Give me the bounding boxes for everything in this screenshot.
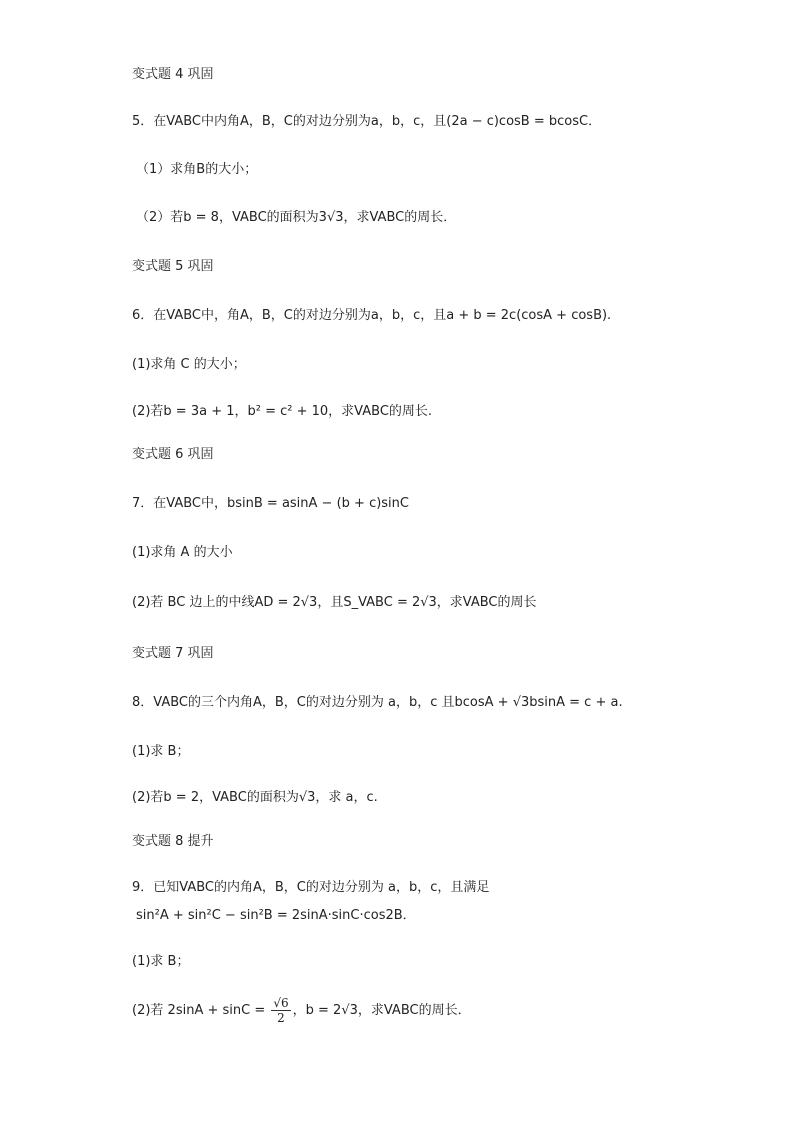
section-heading: 变式题 7 巩固 [132,646,214,661]
fraction-denominator: 2 [277,1011,285,1025]
fraction-numerator: √6 [273,996,289,1010]
problem-9-part-2 [132,996,471,1025]
problem-6-part-1: (1)求角 C 的大小； [132,357,246,372]
section-heading: 变式题 6 巩固 [132,447,214,462]
section-heading: 变式题 4 巩固 [132,67,214,82]
problem-8: 8．VABC的三个内角A，B，C的对边分别为 a，b，c 且bcosA + √3bsinA = c + a. [132,695,623,710]
problem-6: 6．在VABC中，角A，B，C的对边分别为a，b，c，且a + b = 2c(cosA + cosB). [132,308,612,323]
problem-7-part-1: (1)求角 A 的大小 [132,545,233,560]
section-heading: 变式题 8 提升 [132,834,214,849]
problem-9-part-1: (1)求 B； [132,954,190,969]
problem-9-part-2-suffix: ，b = 2√3，求VABC的周长． [292,1003,471,1018]
section-heading: 变式题 5 巩固 [132,259,214,274]
problem-9-part-2-prefix: (2)若 2sinA + sinC = [132,1003,270,1018]
problem-7-part-2: (2)若 BC 边上的中线AD = 2√3，且S_VABC = 2√3，求VABC的周长 [132,595,537,610]
problem-5: 5．在VABC中内角A，B，C的对边分别为a，b，c，且(2a − c)cosB = bcosC． [132,114,602,129]
problem-5-part-2: （2）若b = 8，VABC的面积为3√3，求VABC的周长． [136,210,457,225]
fraction [271,996,290,1025]
problem-9-condition: sin²A + sin²C − sin²B = 2sinA·sinC·cos2B． [136,908,416,923]
problem-9: 9．已知VABC的内角A，B，C的对边分别为 a，b，c，且满足 [132,880,490,895]
problem-7: 7．在VABC中，bsinB = asinA − (b + c)sinC [132,496,409,511]
problem-6-part-2: (2)若b = 3a + 1，b² = c² + 10，求VABC的周长. [132,404,433,419]
problem-5-part-1: （1）求角B的大小； [136,162,258,177]
problem-8-part-1: (1)求 B； [132,744,190,759]
problem-8-part-2: (2)若b = 2，VABC的面积为√3，求 a，c. [132,790,378,805]
